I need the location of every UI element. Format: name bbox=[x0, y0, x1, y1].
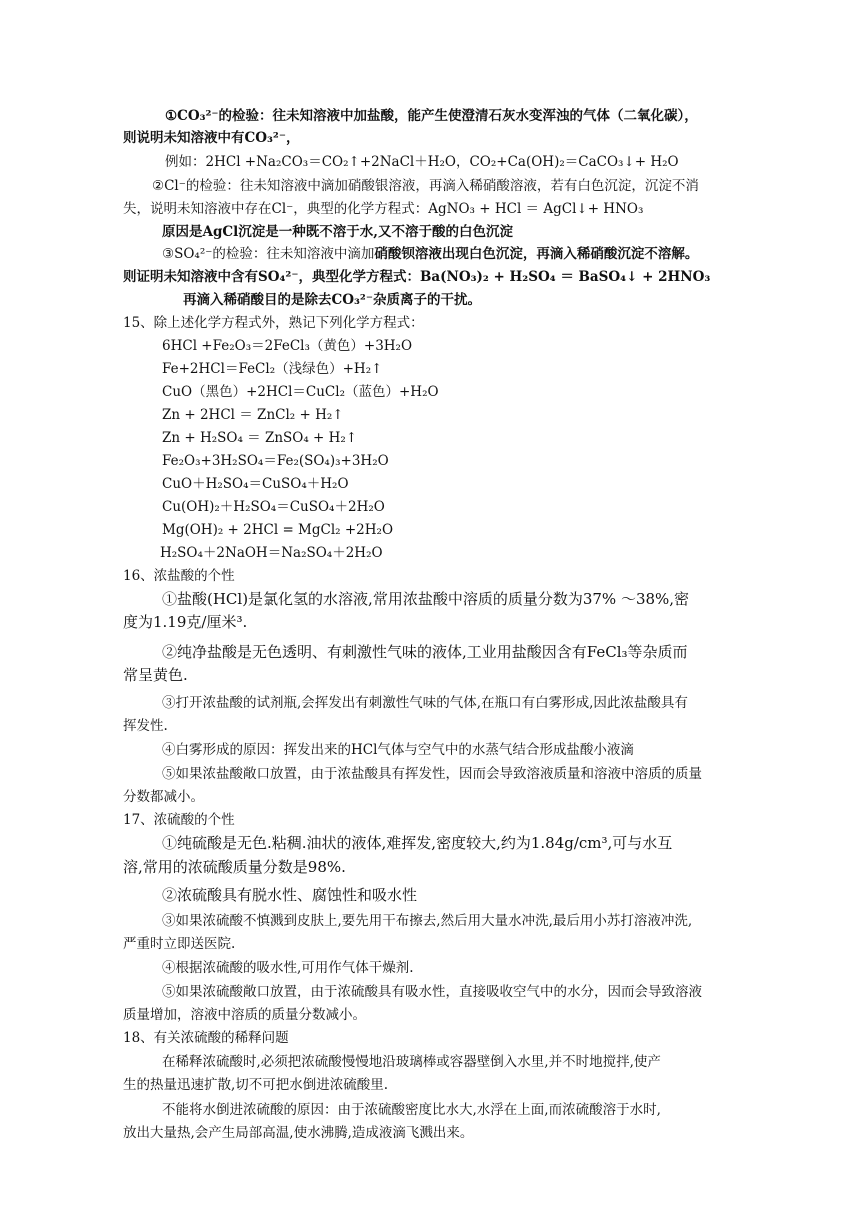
so4-test-line1-bold: 硝酸钡溶液出现白色沉淀，再滴入稀硝酸沉淀不溶解。 bbox=[374, 246, 699, 262]
section16-p5-line1: ⑤如果浓盐酸敞口放置，由于浓盐酸具有挥发性，因而会导致溶液质量和溶液中溶质的质量 bbox=[162, 766, 702, 782]
so4-purpose: 再滴入稀硝酸目的是除去CO₃²⁻杂质离子的干扰。 bbox=[183, 292, 481, 308]
section18-p1-line2: 生的热量迅速扩散,切不可把水倒进浓硫酸里. bbox=[123, 1077, 389, 1093]
cl-test-line1: ②Cl⁻的检验：往未知溶液中滴加硝酸银溶液，再滴入稀硝酸溶液，若有白色沉淀，沉淀不消 bbox=[152, 178, 699, 194]
section17-p3-line1: ③如果浓硫酸不慎溅到皮肤上,要先用干布擦去,然后用大量水冲洗,最后用小苏打溶液冲洗, bbox=[162, 913, 693, 929]
section17-p5-line2: 质量增加，溶液中溶质的质量分数减小。 bbox=[123, 1007, 366, 1023]
so4-test-line2: 则证明未知溶液中含有SO₄²⁻，典型化学方程式：Ba(NO₃)₂ + H₂SO₄ ＝ BaSO₄↓ + 2HNO₃ bbox=[123, 269, 711, 285]
cl-reason: 原因是AgCl沉淀是一种既不溶于水,又不溶于酸的白色沉淀 bbox=[162, 224, 513, 240]
section18-heading: 18、有关浓硫酸的稀释问题 bbox=[123, 1030, 289, 1046]
so4-test-line1-normal: ③SO₄²⁻的检验：往未知溶液中滴加 bbox=[162, 246, 375, 262]
section17-p1-line1: ①纯硫酸是无色.粘稠.油状的液体,难挥发,密度较大,约为1.84g/cm³,可与水互 bbox=[162, 834, 673, 852]
section16-heading: 16、浓盐酸的个性 bbox=[123, 568, 235, 584]
equation-item: Zn + 2HCl ＝ ZnCl₂ + H₂↑ bbox=[162, 407, 344, 423]
section16-p3-line2: 挥发性. bbox=[123, 718, 168, 734]
section16-p4: ④白雾形成的原因：挥发出来的HCl气体与空气中的水蒸气结合形成盐酸小液滴 bbox=[162, 742, 634, 758]
section17-heading: 17、浓硫酸的个性 bbox=[123, 812, 235, 828]
section16-p2-line2: 常呈黄色. bbox=[123, 666, 188, 684]
section17-p2: ②浓硫酸具有脱水性、腐蚀性和吸水性 bbox=[162, 886, 418, 904]
co3-example: 例如：2HCl +Na₂CO₃＝CO₂↑+2NaCl＋H₂O，CO₂+Ca(OH)₂＝CaCO₃↓+ H₂O bbox=[165, 154, 679, 170]
equation-item: Fe+2HCl＝FeCl₂（浅绿色）+H₂↑ bbox=[162, 361, 383, 377]
section16-p1-line1: ①盐酸(HCl)是氯化氢的水溶液,常用浓盐酸中溶质的质量分数为37% ～38%,密 bbox=[162, 590, 690, 608]
section17-p3-line2: 严重时立即送医院. bbox=[123, 936, 236, 952]
cl-test-line2: 失，说明未知溶液中存在Cl⁻，典型的化学方程式：AgNO₃ + HCl ＝ AgCl↓+ HNO₃ bbox=[123, 201, 644, 217]
section18-p2-line1: 不能将水倒进浓硫酸的原因：由于浓硫酸密度比水大,水浮在上面,而浓硫酸溶于水时, bbox=[162, 1102, 661, 1118]
equation-item: H₂SO₄＋2NaOH＝Na₂SO₄＋2H₂O bbox=[160, 545, 383, 561]
section16-p1-line2: 度为1.19克/厘米³. bbox=[123, 613, 248, 631]
equation-item: Cu(OH)₂＋H₂SO₄＝CuSO₄＋2H₂O bbox=[162, 499, 385, 515]
section16-p5-line2: 分数都减小。 bbox=[123, 789, 204, 805]
section15-heading: 15、除上述化学方程式外，熟记下列化学方程式： bbox=[123, 315, 424, 331]
equation-item: CuO＋H₂SO₄＝CuSO₄＋H₂O bbox=[162, 476, 349, 492]
equation-item: 6HCl +Fe₂O₃＝2FeCl₃（黄色）+3H₂O bbox=[162, 338, 413, 354]
section17-p5-line1: ⑤如果浓硫酸敞口放置，由于浓硫酸具有吸水性，直接吸收空气中的水分，因而会导致溶液 bbox=[162, 984, 702, 1000]
equation-item: Zn + H₂SO₄ ＝ ZnSO₄ + H₂↑ bbox=[162, 430, 358, 446]
section17-p4: ④根据浓硫酸的吸水性,可用作气体干燥剂. bbox=[162, 960, 414, 976]
equation-item: Fe₂O₃+3H₂SO₄＝Fe₂(SO₄)₃+3H₂O bbox=[162, 453, 389, 469]
section18-p2-line2: 放出大量热,会产生局部高温,使水沸腾,造成液滴飞溅出来。 bbox=[123, 1125, 474, 1141]
so4-test-line1 bbox=[162, 246, 698, 263]
section16-p3-line1: ③打开浓盐酸的试剂瓶,会挥发出有刺激性气味的气体,在瓶口有白雾形成,因此浓盐酸具有 bbox=[162, 695, 688, 711]
equation-item: Mg(OH)₂ + 2HCl = MgCl₂ +2H₂O bbox=[162, 522, 394, 538]
section16-p2-line1: ②纯净盐酸是无色透明、有刺激性气味的液体,工业用盐酸因含有FeCl₃等杂质而 bbox=[162, 643, 688, 661]
co3-test-line1: ①CO₃²⁻的检验：往未知溶液中加盐酸，能产生使澄清石灰水变浑浊的气体（二氧化碳）， bbox=[165, 108, 698, 124]
section18-p1-line1: 在稀释浓硫酸时,必须把浓硫酸慢慢地沿玻璃棒或容器壁倒入水里,并不时地搅拌,使产 bbox=[162, 1054, 661, 1070]
section17-p1-line2: 溶,常用的浓硫酸质量分数是98%. bbox=[123, 858, 346, 876]
co3-test-line2: 则说明未知溶液中有CO₃²⁻， bbox=[123, 130, 300, 146]
equation-item: CuO（黑色）+2HCl＝CuCl₂（蓝色）+H₂O bbox=[162, 384, 439, 400]
